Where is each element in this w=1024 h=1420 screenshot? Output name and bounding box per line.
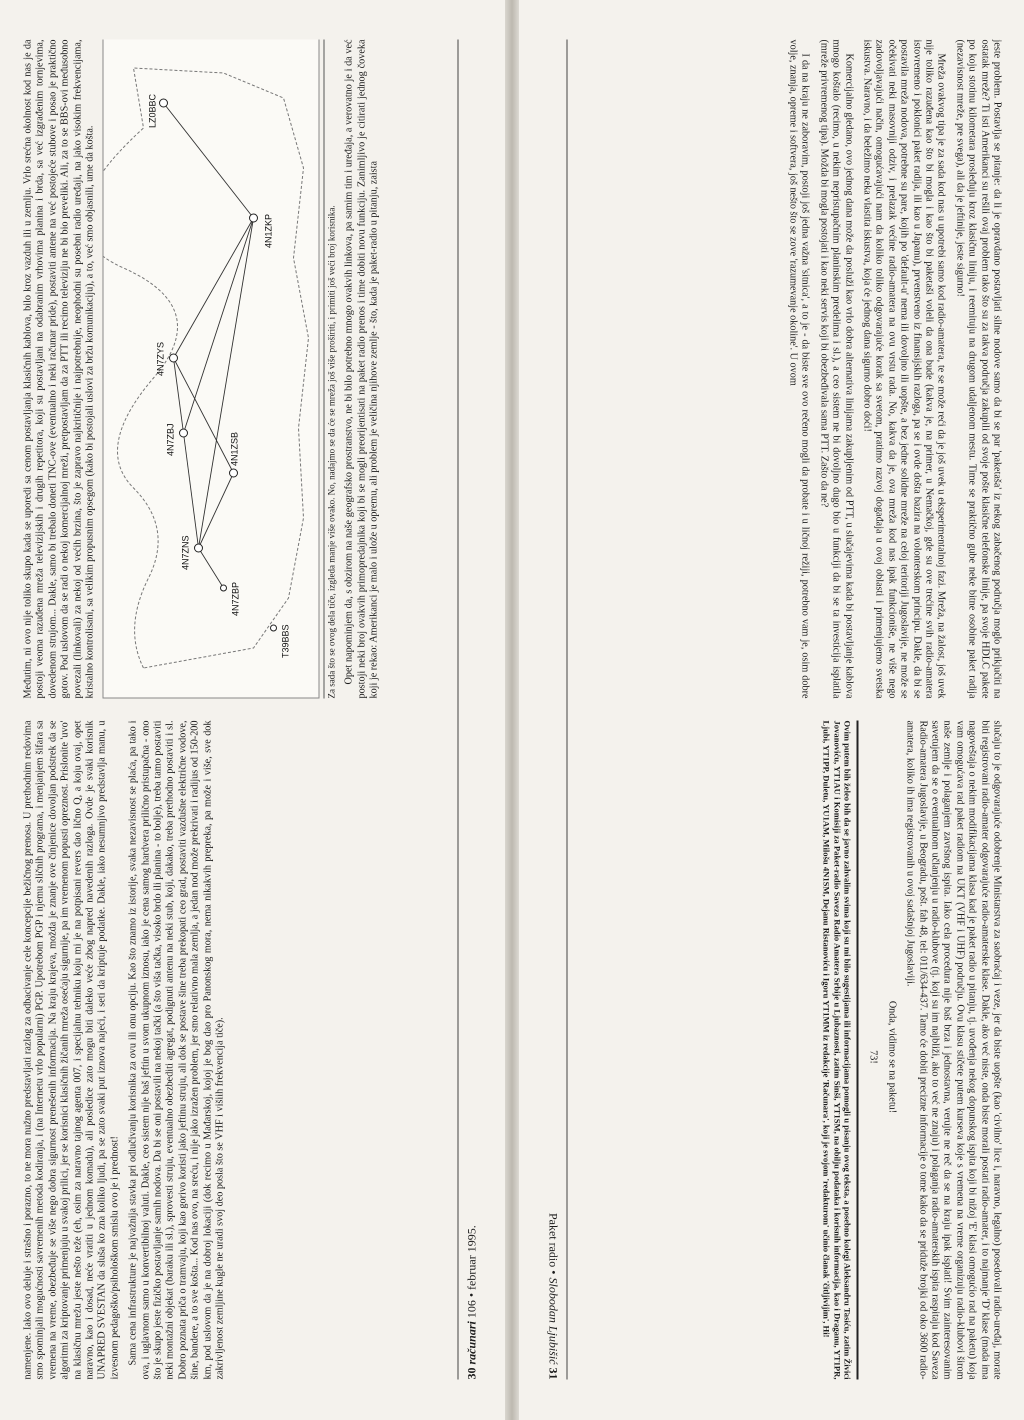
right-page <box>519 0 1024 1420</box>
right-footer <box>543 40 568 1380</box>
sign-off: 73! <box>867 1050 879 1064</box>
right-column-2 <box>583 721 1003 1380</box>
closing-line: Onda, vidimo se na paketu! <box>886 1000 898 1114</box>
page-gutter <box>505 0 519 1420</box>
folio <box>464 1225 479 1379</box>
node-label: 4N1ZKP <box>263 213 274 248</box>
network-map <box>103 40 320 699</box>
link-lines <box>164 103 254 588</box>
node-label: LZ0BBC <box>147 93 158 128</box>
node-label: 4N7ZBJ <box>165 423 176 456</box>
left-footer <box>458 40 483 1380</box>
paragraph: slučaju to je odgovarajuće odobrenje Ministarstva za saobraćaj i veze, jer da biste uopšte (kao 'civilno' lice i, naravno, legalno) posedovali radio-uređaj, morate biti registrovani radio-amater odgovarajuće radio-amaterske klase. Dakle, ako već niste, onda biste morali postati radio-amater, i to najmanje 'D' klase (mada ima nagoveštaja o nekim modifikacijama klasa kad je paket radio u pitanju, tj. uvođenja nekog dopunskog ispita koji bi nižoj 'E' klasi omogućio rad na paketu) koja vam omogućava rad paket radiom na UKT (VHF i UHF) području. Ovu klasu stičete putem kurseva koje s vremena na vreme organizuju radio-klubovi širom naše zemlje i polaganjem završnog ispita. Iako cela procedura nije baš brza i jednostavna, verujte ne reč da se na kraju ipak isplati! Svim zainteresovanim savetujem da se o eventualnom učlanjenju u radio-klubove (tj. koji su im najbliži, ako to već ne znaju) i polaganja radio-amaterskih ispita raspitaju kod Saveza Radio-amatera Jugoslavije, u Beogradu, pošt. fah 48, tel: 011/634-437. Tamo će dobiti precizne informacije o tome kako da se priduže brojki od oko 3600 radio-amatera, koliko ih ima registrovanih u ovoj sadašnjoj Jugoslaviji. <box>904 720 1003 1380</box>
node-label: 4N1ZSB <box>229 431 240 466</box>
left-column-2 <box>23 40 443 699</box>
folio: Paket radio • Slobodan Ljubišić 31 <box>547 1212 561 1380</box>
node-label: 4N7ZNS <box>180 535 191 570</box>
paragraph: Mreža ovakvog tipa je za sada kod nas u upotrebi samo kod radio-amatera, te se može reći da je još uvek u eksperimentalnoj fazi. Mreža, na žalost, još uvek nije toliko razuđena kao što bi mogla i kao što bi paketaši voleli da ona bude (kakva je, na primer, u Nemačkoj, gde su ove trećine svih radio-amatera istovremeno i poklonici paket radija, ili kao u Japanu), prvenstveno iz finansijskih razloga, pa se i ovde došta bazira na volonterskom principu. Dakle, da bi se postavila mreža nodova, potrebne su pare, kojih po 'default-u' nema ili dovoljno ili uopšte, a bez jedne solidne mreže na celoj teritoriji Jugoslavije, ne može se očekivati neki masovniji odziv, i prelazak većine radio-amatera na ovu vrstu rada. No, kakva da je, ova mreža kod nas ipak funkcioniše, ne više nego zadovoljavajući način, omogućavajući nam da koliko toliko odgovarajuće korak sa svetom, pratimo razvoj događaja u ovoj oblasti i primenjujemo svetska iskustva. Naravno, i da beležimo neka vlastita iskustva, koja će jednog dana sigurno dobro doći! <box>861 39 947 699</box>
paragraph: jeste problem. Postavlja se pitanje: da li je opravdano postavljati silne nodove samo da bi se par 'paketaša' iz nekog zabačenog područja moglo prikjučiti na ostatak mreže? Ti isti Amerikanci su rešili ovaj problem tako što su za takva područja zakupili od svoje pošte klasične telefonske linije, pa svoje HDLC pakete po koju stotinu kilometara prosleđuju kroz klasičnu liniju, i reemituju na drugom udaljenom mestu. Time se praktično gube neke bitne osobine paket radija (nezavisnost mreže, pre svega), ali da je jeftinije, jeste sigurno! <box>954 39 1003 699</box>
node-label: 4N7ZBP <box>230 581 241 616</box>
magazine-name: računari <box>464 1321 478 1365</box>
right-column-1 <box>583 40 1003 699</box>
node-label: 4N7ZYS <box>155 341 166 376</box>
author-name: Slobodan Ljubišić <box>547 1277 561 1365</box>
paragraph: Međutim, ni ovo nije toliko skupo kada se uporedi sa cenom postavljanja klasičnih kablova, bilo kroz vazduh ili u zemlju. Vrlo srećna okolnost kod nas je da postoji veoma razuđena mreža televizijskih i drugih repetitora, koji su postavljani na odabranim vrhovima planina i brda, sa već izgrađenim tornjevima, dovedenom strujom... Dakle, samo bi trebalo doneti TNC-ove (eventualno i neki računar pride), postaviti antene na već postojeće stubove i posao je praktično gotov. Pod uslovom da se radi o nekoj komercijalnoj mreži, pretpostavljam da za PTT ili recimo televiziju ne bi bio preveliki. Ali, za to se BBS-ovi međusobno povezali (linkovali) za nekoj od većih brzina, što je zapravo najkritičnije i najpotrebnije, neophodni su posebni radio uređaji, na jako visokim frekvencijama, kristalno kontrolisani, sa velikim propusnim opsegom (kako bi postojali uslovi za bržu komunikaciju), a to, već smo objasnili, ume da košta. <box>22 39 96 699</box>
page-number: 31 <box>547 1367 561 1380</box>
page-number: 30 <box>464 1367 478 1380</box>
left-column-1 <box>23 721 443 1380</box>
right-page-content <box>520 0 1024 1420</box>
paragraph: Opet napominjem da, s obzirom na naše geografsko prostranstvo, ne bi bilo potrebno mnogo ovakvih linkova, pa samim tim i uređaja, a verovatno je i da već postoji neki broj ovakvih primopredajnika koji bi se mogli preorijentisati na paket radio prenos i time dobiti novu funkciju. Zanimljivo je citirati jednog čoveka koji je rekao: Amerikanci je malo i ulože u opremu, ali problem je veličina njihove zemlje - što, kada je paket-radio u pitanju, zaista <box>343 39 380 699</box>
node-map-svg <box>104 40 319 698</box>
paragraph: Sama cena infrastrukture je najvažnija stavka pri odlučivanju korisnika za ovu ili onu opciju. Kao što znamo iz istorije, svaka nezavisnost se plaća, pa tako i ova, i uglavnom samo u konvertibilnoj valuti. Dakle, ceo sistem nije baš jeftin u svom ukupnom iznosu, iako je cena samog hardvera prilično pristupačna - ono što je skupo jeste fizičko postavljanje samih nodova. Da bi se oni postavili na nekoj tački (a što viša tačka, visoko brdo ili planina - to bolje), treba tamo postaviti neki montažni objekat (baraku ili sl.), sprovesti struju, eventualno obezbediti agregat, podignuti antenu na neki stub, koji, dakako, treba prethodno postaviti i sl. Dobro poznata priča o tramvaju, koji kao gorivo koristi jako jeftinu struju, ali dok se postave šine treba prekopati ceo grad, postaviti vazdušne električne vodove, šine, bandere, a to sve košta... Kod nas ovo, na sreću, i nije jako izražen problem, jer smo relativno mala zemlja, a jedan nod može prekrivati i radijus od 150-200 km, pod uslovom da je na dobroj lokaciji (dok recimo u Mađarskoj, kojoj je bog dao pro Panonskog mora, nema nikakvih prepreka, pa može i više, sve dok zakrivljenost zemljine kugle ne uradi svoj deo posla što se VHF i višiih frekvencija tiče). <box>127 720 226 1380</box>
paragraph: namenjene. Iako ovo deluje i strašno i porazno, to ne mora nužno predstavljati razlog za odbacivanje cele koncepcije bežičnog prenosa. U prethodnim redovima smo spominjali mogućnosti savremenih metoda kodiranja, i (na Internetu vrlo popularni) PGP. Upotrebom PGP i njemu sličnih programa, i menjanjem šifara sa vremena na vreme, obezbeđuje se više nego dobra sigurnost prenešenih informacija. Na kraju krajeva, možda je znanje ove činjenice dovoljan podstrek da se algoritmi za kriptovanje primenjuju u svakoj prilici, jer se korisnici klasičnih žičanih mreža osećaju sigurnije, pa im vremenom popusti opreznost. Prislonite 'uvo' na klasičnu mrežu jeste nešto teže (eh, osim za naravno tajnog agenta 007, i specijalnu tehniku koju mi je na potpisani revers dao lično Q, a koju ovaj, opet naravno, kao i dosad, neće vratiti u jednom komadu), ali posledice zato mogu biti daleko veće zbog napred navedenih razloga. Ovde je svaki korisnik UNAPRED SVESTAN da sluša ko zna koliko ljudi, pa se zato svaki put iznova najeći, i seti da kriptuje podatke. Dakle, iako nesumnjivo predstavlja manu, u izvesnom pedagoško/psihološkom smislu ovo je i prednost! <box>22 720 121 1380</box>
paragraph: I da na kraju ne zaboravim, postoji još jedna važna 'sitnica', a to je - da biste sve ovo rečeno mogli da probate i u ličnoj režiji, potrebno vam je, osim dobre volje, znanja, opreme i softvera, još nešto što se zove 'razumevanje okoline'. U ovom <box>787 39 811 699</box>
acknowledgement-box: Ovim putem bih želeo bih da se javno zahvalim svima koji su mi bilo sugestijama ili informacijama pomogli u pisanju ovog teksta, a posebno kolegi Aleksandru Tasiću, zatim Živici Jovanoviću, YT1AU i Komisiji za Paket-radio Saveza Radio Amatera Srbije u Ljubaznosti, zatim Sinši, YT1SM, na obilju podataka i korisnih informacija, kao i Draganu, YT1PR, Ljubi, YT1PP, Duletu, YU1AM, Milošu 4N1SM, Dejanu Ristanoviću i Igoru YT1MM iz redakcije 'Računara', koji je svojom 'redakturom' učinio članak 'čitljivijim', Hi! <box>821 721 858 1380</box>
map-caption: Za sada što se ovog dela tiče, izgleda manje više ovako. No, nadajmo se da će se mreža još više proširiti, i primiti još veći broj korisnika. <box>324 40 338 699</box>
node-label: T39BBS <box>280 624 291 658</box>
left-page-content <box>1 0 506 1420</box>
paragraph: Komercijalno gledano, ovo jednog dana može da posluži kao vrlo dobra alternativa linijama zakupljenim od PTT, u slučajevima kada bi postavljanje kablova mnogo koštalo (recimo, u nekim nepristupačnim planinskim predelima i sl.), a ceo sistem ne bi dovoljno dugo bio u funkciji da bi se ta investicija isplatila (mreže privremenog tipa). Možda bi mogla postojati i kao neki servis koji bi obezbeđivala sama PTT. Zašto da ne? <box>818 39 855 699</box>
section-name: Paket radio <box>547 1212 561 1268</box>
left-page <box>0 0 505 1420</box>
issue-info: 106 • februar 1995. <box>464 1225 478 1319</box>
